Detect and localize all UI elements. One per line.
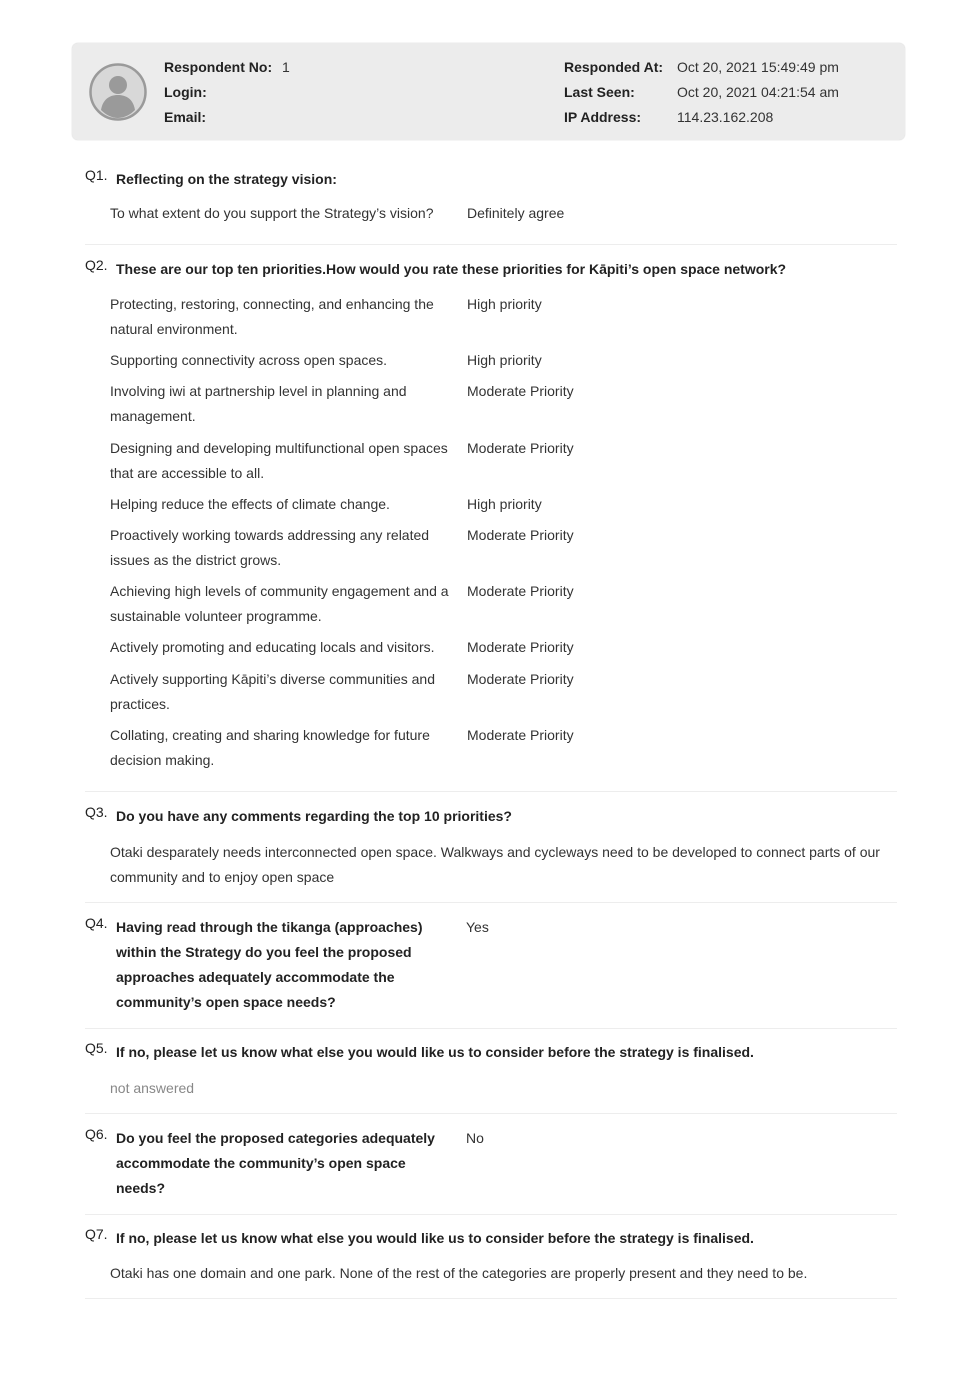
q2-row-value: Moderate Priority [467, 583, 574, 599]
divider [85, 1113, 897, 1114]
question-number: Q1. [85, 167, 108, 183]
q2-row-label: Achieving high levels of community engagement and a sustainable volunteer programme. [110, 583, 449, 624]
q2-row-value: Moderate Priority [467, 671, 574, 687]
q3-answer: Otaki desparately needs interconnected open space. Walkways and cycleways need to be developed to connect parts of our community and to enjoy open space [110, 844, 880, 885]
q2-row-value: Moderate Priority [467, 440, 574, 456]
ip-address-value: 114.23.162.208 [677, 109, 774, 125]
respondent-header [72, 43, 905, 140]
question-title: Do you feel the proposed categories adequately accommodate the community’s open space needs? [116, 1130, 435, 1196]
question-title: Having read through the tikanga (approaches) within the Strategy do you feel the proposed approaches adequately accommodate the community’s open space needs? [116, 919, 423, 1010]
q2-row-label: Actively supporting Kāpiti’s diverse communities and practices. [110, 671, 436, 712]
divider [85, 1028, 897, 1029]
q2-row-label: Designing and developing multifunctional open spaces that are accessible to all. [110, 440, 448, 481]
question-number: Q7. [85, 1226, 108, 1242]
divider [85, 902, 897, 903]
divider [85, 791, 897, 792]
q2-row-label: Involving iwi at partnership level in planning and management. [110, 383, 407, 424]
q2-row-value: Moderate Priority [467, 639, 574, 655]
q2-row-value: High priority [467, 496, 542, 512]
q7-answer: Otaki has one domain and one park. None of the rest of the categories are properly present and they need to be. [110, 1265, 808, 1281]
responded-at-value: Oct 20, 2021 15:49:49 pm [677, 59, 839, 75]
question-number: Q6. [85, 1126, 108, 1142]
question-title: Do you have any comments regarding the top 10 priorities? [116, 808, 512, 824]
last-seen-value: Oct 20, 2021 04:21:54 am [677, 84, 839, 100]
q2-row-value: Moderate Priority [467, 527, 574, 543]
question-title: These are our top ten priorities.How would you rate these priorities for Kāpiti’s open space network? [116, 261, 787, 277]
user-avatar-icon [89, 63, 147, 121]
q2-row-value: Moderate Priority [467, 383, 574, 399]
q4-answer: Yes [466, 919, 489, 935]
question-number: Q4. [85, 915, 108, 931]
q1-row-label: To what extent do you support the Strategy’s vision? [110, 205, 434, 221]
q2-row-value: High priority [467, 352, 542, 368]
q2-row-label: Actively promoting and educating locals and visitors. [110, 639, 435, 655]
respondent-no-label: Respondent No: [164, 59, 273, 75]
q6-answer: No [466, 1130, 484, 1146]
divider [85, 244, 897, 245]
last-seen-label: Last Seen: [564, 84, 635, 100]
question-number: Q5. [85, 1040, 108, 1056]
email-label: Email: [164, 109, 207, 125]
question-number: Q3. [85, 804, 108, 820]
q2-row-label: Collating, creating and sharing knowledge for future decision making. [110, 727, 430, 768]
q2-row-label: Proactively working towards addressing any related issues as the district grows. [110, 527, 430, 568]
q2-row-label: Helping reduce the effects of climate change. [110, 496, 390, 512]
q5-answer: not answered [110, 1080, 195, 1096]
login-label: Login: [164, 84, 207, 100]
responded-at-label: Responded At: [564, 59, 664, 75]
question-number: Q2. [85, 257, 108, 273]
q2-row-label: Supporting connectivity across open spaces. [110, 352, 388, 368]
divider [85, 1214, 897, 1215]
q2-row-value: Moderate Priority [467, 727, 574, 743]
ip-address-label: IP Address: [564, 109, 642, 125]
divider [85, 1298, 897, 1299]
q1-row-value: Definitely agree [467, 205, 565, 221]
respondent-no-value: 1 [282, 59, 290, 75]
q2-row-value: High priority [467, 296, 542, 312]
question-title: Reflecting on the strategy vision: [116, 171, 337, 187]
question-title: If no, please let us know what else you would like us to consider before the strategy is finalised. [116, 1044, 754, 1060]
q2-row-label: Protecting, restoring, connecting, and enhancing the natural environment. [110, 296, 434, 337]
question-title: If no, please let us know what else you would like us to consider before the strategy is finalised. [116, 1230, 754, 1246]
